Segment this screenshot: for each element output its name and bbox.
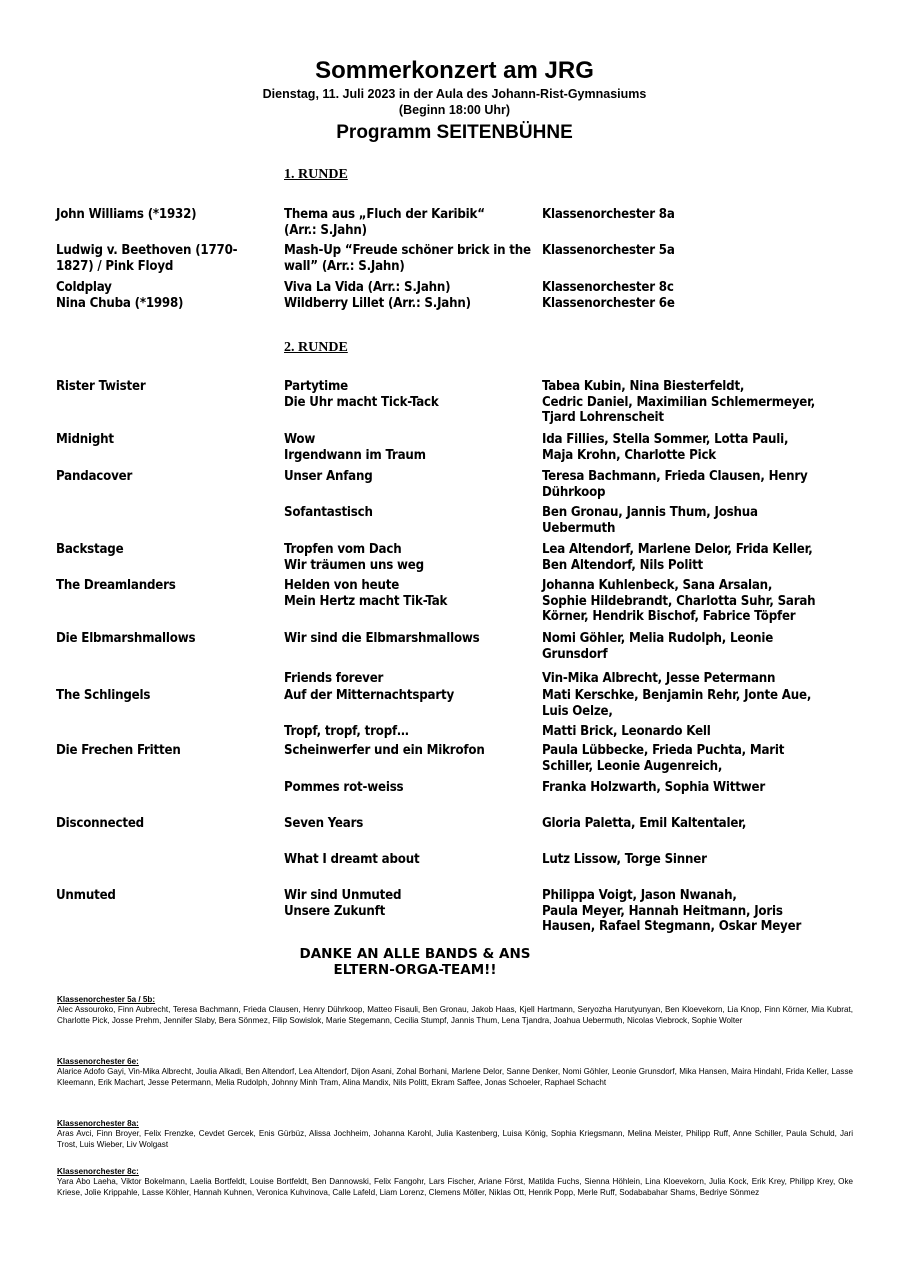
piece-line: Wow xyxy=(284,432,316,447)
piece-line: Mein Hertz macht Tik-Tak xyxy=(284,593,448,609)
artist-cell xyxy=(56,432,261,448)
piece-line: Tropfen vom Dach xyxy=(284,542,402,557)
piece-cell xyxy=(284,432,534,463)
performers-line: Franka Holzwarth, Sophia Wittwer xyxy=(542,780,766,795)
artist-line: Die Frechen Fritten xyxy=(56,743,181,758)
piece-line: Seven Years xyxy=(284,816,364,831)
performers-line: Philippa Voigt, Jason Nwanah, xyxy=(542,888,737,903)
performers-line: Luis Oelze, xyxy=(542,703,613,719)
thanks-message xyxy=(270,946,560,978)
performers-line: Ben Gronau, Jannis Thum, Joshua xyxy=(542,505,758,520)
piece-cell xyxy=(284,888,534,919)
performers-cell xyxy=(542,432,817,463)
piece-line: Unser Anfang xyxy=(284,469,373,484)
performers-cell xyxy=(542,743,817,774)
artist-cell xyxy=(56,631,261,647)
piece-cell xyxy=(284,816,534,832)
performers-line: Teresa Bachmann, Frieda Clausen, Henry xyxy=(542,469,808,484)
piece-cell xyxy=(284,207,534,238)
performers-line: Sophie Hildebrandt, Charlotta Suhr, Sarah xyxy=(542,593,816,609)
piece-cell xyxy=(284,743,534,759)
artist-line: Pandacover xyxy=(56,469,133,484)
performers-cell xyxy=(542,296,817,312)
piece-line: Tropf, tropf, tropf… xyxy=(284,724,409,739)
piece-line: Die Uhr macht Tick-Tack xyxy=(284,394,439,410)
round-2-heading: 2. RUNDE xyxy=(284,340,348,355)
piece-line: Sofantastisch xyxy=(284,505,373,520)
artist-line: Die Elbmarshmallows xyxy=(56,631,196,646)
piece-line: wall” (Arr.: S.Jahn) xyxy=(284,258,405,274)
performers-line: Tabea Kubin, Nina Biesterfeldt, xyxy=(542,379,745,394)
piece-line: Helden von heute xyxy=(284,578,400,593)
performers-cell xyxy=(542,469,817,500)
performers-cell xyxy=(542,724,817,740)
artist-line: The Schlingels xyxy=(56,688,151,703)
artist-line: Backstage xyxy=(56,542,124,557)
roster-8c xyxy=(57,1167,853,1198)
performers-cell xyxy=(542,379,817,426)
piece-cell xyxy=(284,688,534,704)
roster-5a-5b xyxy=(57,995,853,1026)
roster-title: Klassenorchester 8a: xyxy=(57,1119,139,1128)
performers-line: Klassenorchester 8a xyxy=(542,207,675,222)
piece-line: Auf der Mitternachtsparty xyxy=(284,688,454,703)
thanks-line: DANKE AN ALLE BANDS & ANS xyxy=(299,946,531,962)
piece-cell xyxy=(284,852,534,868)
performers-cell xyxy=(542,671,817,687)
artist-cell xyxy=(56,688,261,704)
thanks-line: ELTERN-ORGA-TEAM!! xyxy=(333,962,497,978)
performers-cell xyxy=(542,505,817,536)
performers-line: Dührkoop xyxy=(542,484,606,500)
piece-line: Friends forever xyxy=(284,671,384,686)
performers-line: Lea Altendorf, Marlene Delor, Frida Keller, xyxy=(542,542,813,557)
artist-cell xyxy=(56,578,261,594)
artist-cell xyxy=(56,243,261,274)
date-line: Dienstag, 11. Juli 2023 in der Aula des Johann-Rist-Gymnasiums xyxy=(262,87,647,101)
concert-title: Sommerkonzert am JRG xyxy=(315,57,594,84)
performers-line: Klassenorchester 5a xyxy=(542,243,675,258)
artist-line: John Williams (*1932) xyxy=(56,207,197,222)
artist-cell xyxy=(56,743,261,759)
performers-line: Lutz Lissow, Torge Sinner xyxy=(542,852,707,867)
performers-cell xyxy=(542,631,817,662)
artist-line: Coldplay xyxy=(56,280,112,295)
roster-title: Klassenorchester 5a / 5b: xyxy=(57,995,156,1004)
performers-cell xyxy=(542,780,817,796)
performers-line: Mati Kerschke, Benjamin Rehr, Jonte Aue, xyxy=(542,688,812,703)
artist-line: Nina Chuba (*1998) xyxy=(56,296,184,311)
roster-6e xyxy=(57,1057,853,1088)
piece-line: Partytime xyxy=(284,379,348,394)
piece-cell xyxy=(284,780,534,796)
artist-line: Midnight xyxy=(56,432,114,447)
piece-line: Wildberry Lillet (Arr.: S.Jahn) xyxy=(284,296,471,311)
piece-cell xyxy=(284,671,534,687)
artist-cell xyxy=(56,888,261,904)
piece-line: Mash-Up “Freude schöner brick in the xyxy=(284,243,531,258)
artist-cell xyxy=(56,207,261,223)
artist-line: Unmuted xyxy=(56,888,116,903)
piece-line: Wir träumen uns weg xyxy=(284,557,424,573)
performers-line: Grunsdorf xyxy=(542,646,608,662)
piece-line: Wir sind die Elbmarshmallows xyxy=(284,631,480,646)
roster-title: Klassenorchester 6e: xyxy=(57,1057,139,1066)
performers-line: Ida Fillies, Stella Sommer, Lotta Pauli, xyxy=(542,432,789,447)
piece-line: Unsere Zukunft xyxy=(284,903,386,919)
performers-line: Paula Lübbecke, Frieda Puchta, Marit xyxy=(542,743,785,758)
piece-cell xyxy=(284,542,534,573)
performers-line: Hausen, Rafael Stegmann, Oskar Meyer xyxy=(542,919,802,934)
performers-line: Nomi Göhler, Melia Rudolph, Leonie xyxy=(542,631,774,646)
piece-line: (Arr.: S.Jahn) xyxy=(284,222,367,238)
roster-names: Yara Abo Laeha, Viktor Bokelmann, Laelia Bortfeldt, Louise Bortfeldt, Ben Dannowski, Felix Fangohr, Lars Fischer, Ariane Först, Matilda Fuchs, Sienna Höhlein, Lina Kloevekorn, Julia Kock, Erik Krey, Philipp Krey, Oke Kriese, Jolie Krippahle, Lasse Köhler, Hannah Kuhnen, Veronica Kuhvinova, Calle Lafeld, Liam Lorenz, Clemens Möller, Niklas Ott, Henrik Popp, Merle Ruff, Sodababahar Shams, Bedriye Sönmez xyxy=(57,1177,853,1197)
piece-cell xyxy=(284,280,534,296)
piece-cell xyxy=(284,578,534,609)
piece-line: Scheinwerfer und ein Mikrofon xyxy=(284,743,485,758)
performers-line: Cedric Daniel, Maximilian Schlemermeyer, xyxy=(542,394,816,410)
performers-line: Klassenorchester 6e xyxy=(542,296,675,311)
performers-cell xyxy=(542,578,817,625)
artist-line: The Dreamlanders xyxy=(56,578,176,593)
performers-cell xyxy=(542,852,817,868)
performers-line: Körner, Hendrik Bischof, Fabrice Töpfer xyxy=(542,609,796,624)
artist-cell xyxy=(56,379,261,395)
performers-line: Ben Altendorf, Nils Politt xyxy=(542,557,704,573)
performers-line: Klassenorchester 8c xyxy=(542,280,674,295)
piece-cell xyxy=(284,243,534,274)
piece-line: Wir sind Unmuted xyxy=(284,888,402,903)
performers-cell xyxy=(542,816,817,832)
piece-cell xyxy=(284,379,534,410)
roster-names: Alec Assouroko, Finn Aubrecht, Teresa Bachmann, Frieda Clausen, Henry Dührkoop, Matteo Fisauli, Ben Gronau, Jakob Haas, Kjell Hartmann, Seryozha Harutyunyan, Ben Kloevekorn, Lia Knop, Finn Körner, Mia Kubrat, Charlotte Pick, Josse Prehm, Jennifer Slaby, Bera Sönmez, Filip Sowislok, Marie Stegemann, Cecilia Stumpf, Jannis Thum, Lena Tjandra, Joahua Uebermuth, Nicolas Viebrock, Sophie Wolter xyxy=(57,1005,853,1025)
performers-cell xyxy=(542,542,817,573)
roster-names: Alarice Adofo Gayi, Vin-Mika Albrecht, Joulia Alkadi, Ben Altendorf, Lea Altendorf, Dijon Asani, Zohal Borhani, Marlene Delor, Sanne Denker, Nomi Göhler, Leonie Grunsdorf, Mika Hansen, Maira Hindahl, Frida Keller, Lasse Kleemann, Erik Machart, Jesse Petermann, Melia Rudolph, Johnny Minh Tram, Alina Mandix, Nils Politt, Ekram Saffee, Jonas Schoeler, Raphael Schacht xyxy=(57,1067,853,1087)
performers-line: Uebermuth xyxy=(542,520,616,536)
artist-cell xyxy=(56,296,261,312)
round-1-heading: 1. RUNDE xyxy=(284,167,348,182)
performers-line: Tjard Lohrenscheit xyxy=(542,410,664,425)
performers-cell xyxy=(542,688,817,719)
roster-title: Klassenorchester 8c: xyxy=(57,1167,139,1176)
piece-line: Viva La Vida (Arr.: S.Jahn) xyxy=(284,280,451,295)
artist-line: Rister Twister xyxy=(56,379,146,394)
performers-cell xyxy=(542,243,817,259)
performers-line: Paula Meyer, Hannah Heitmann, Joris xyxy=(542,903,783,919)
artist-line: Ludwig v. Beethoven (1770- xyxy=(56,243,238,258)
performers-line: Johanna Kuhlenbeck, Sana Arsalan, xyxy=(542,578,773,593)
piece-cell xyxy=(284,296,534,312)
roster-names: Aras Avci, Finn Broyer, Felix Frenzke, Cevdet Gercek, Enis Gürbüz, Alissa Jochheim, Johanna Karohl, Julia Kastenberg, Luisa König, Sophia Kriegsmann, Melina Meister, Philipp Ruff, Anne Schiller, Paula Schuld, Jari Trost, Luis Wieber, Liv Wolgast xyxy=(57,1129,853,1149)
piece-cell xyxy=(284,505,534,521)
performers-cell xyxy=(542,888,817,935)
performers-line: Matti Brick, Leonardo Kell xyxy=(542,724,711,739)
artist-cell xyxy=(56,280,261,296)
performers-line: Schiller, Leonie Augenreich, xyxy=(542,758,723,774)
artist-cell xyxy=(56,542,261,558)
piece-line: Irgendwann im Traum xyxy=(284,447,426,463)
piece-cell xyxy=(284,631,534,647)
piece-cell xyxy=(284,469,534,485)
artist-line: Disconnected xyxy=(56,816,144,831)
program-heading: Programm SEITENBÜHNE xyxy=(336,122,573,143)
performers-cell xyxy=(542,280,817,296)
begin-line: (Beginn 18:00 Uhr) xyxy=(398,103,511,117)
performers-line: Vin-Mika Albrecht, Jesse Petermann xyxy=(542,671,776,686)
artist-cell xyxy=(56,469,261,485)
roster-8a xyxy=(57,1119,853,1150)
performers-line: Maja Krohn, Charlotte Pick xyxy=(542,447,716,463)
piece-line: Pommes rot-weiss xyxy=(284,780,404,795)
piece-cell xyxy=(284,724,534,740)
piece-line: What I dreamt about xyxy=(284,852,420,867)
performers-line: Gloria Paletta, Emil Kaltentaler, xyxy=(542,816,747,831)
artist-cell xyxy=(56,816,261,832)
piece-line: Thema aus „Fluch der Karibik“ xyxy=(284,207,485,222)
performers-cell xyxy=(542,207,817,223)
artist-line: 1827) / Pink Floyd xyxy=(56,258,174,274)
